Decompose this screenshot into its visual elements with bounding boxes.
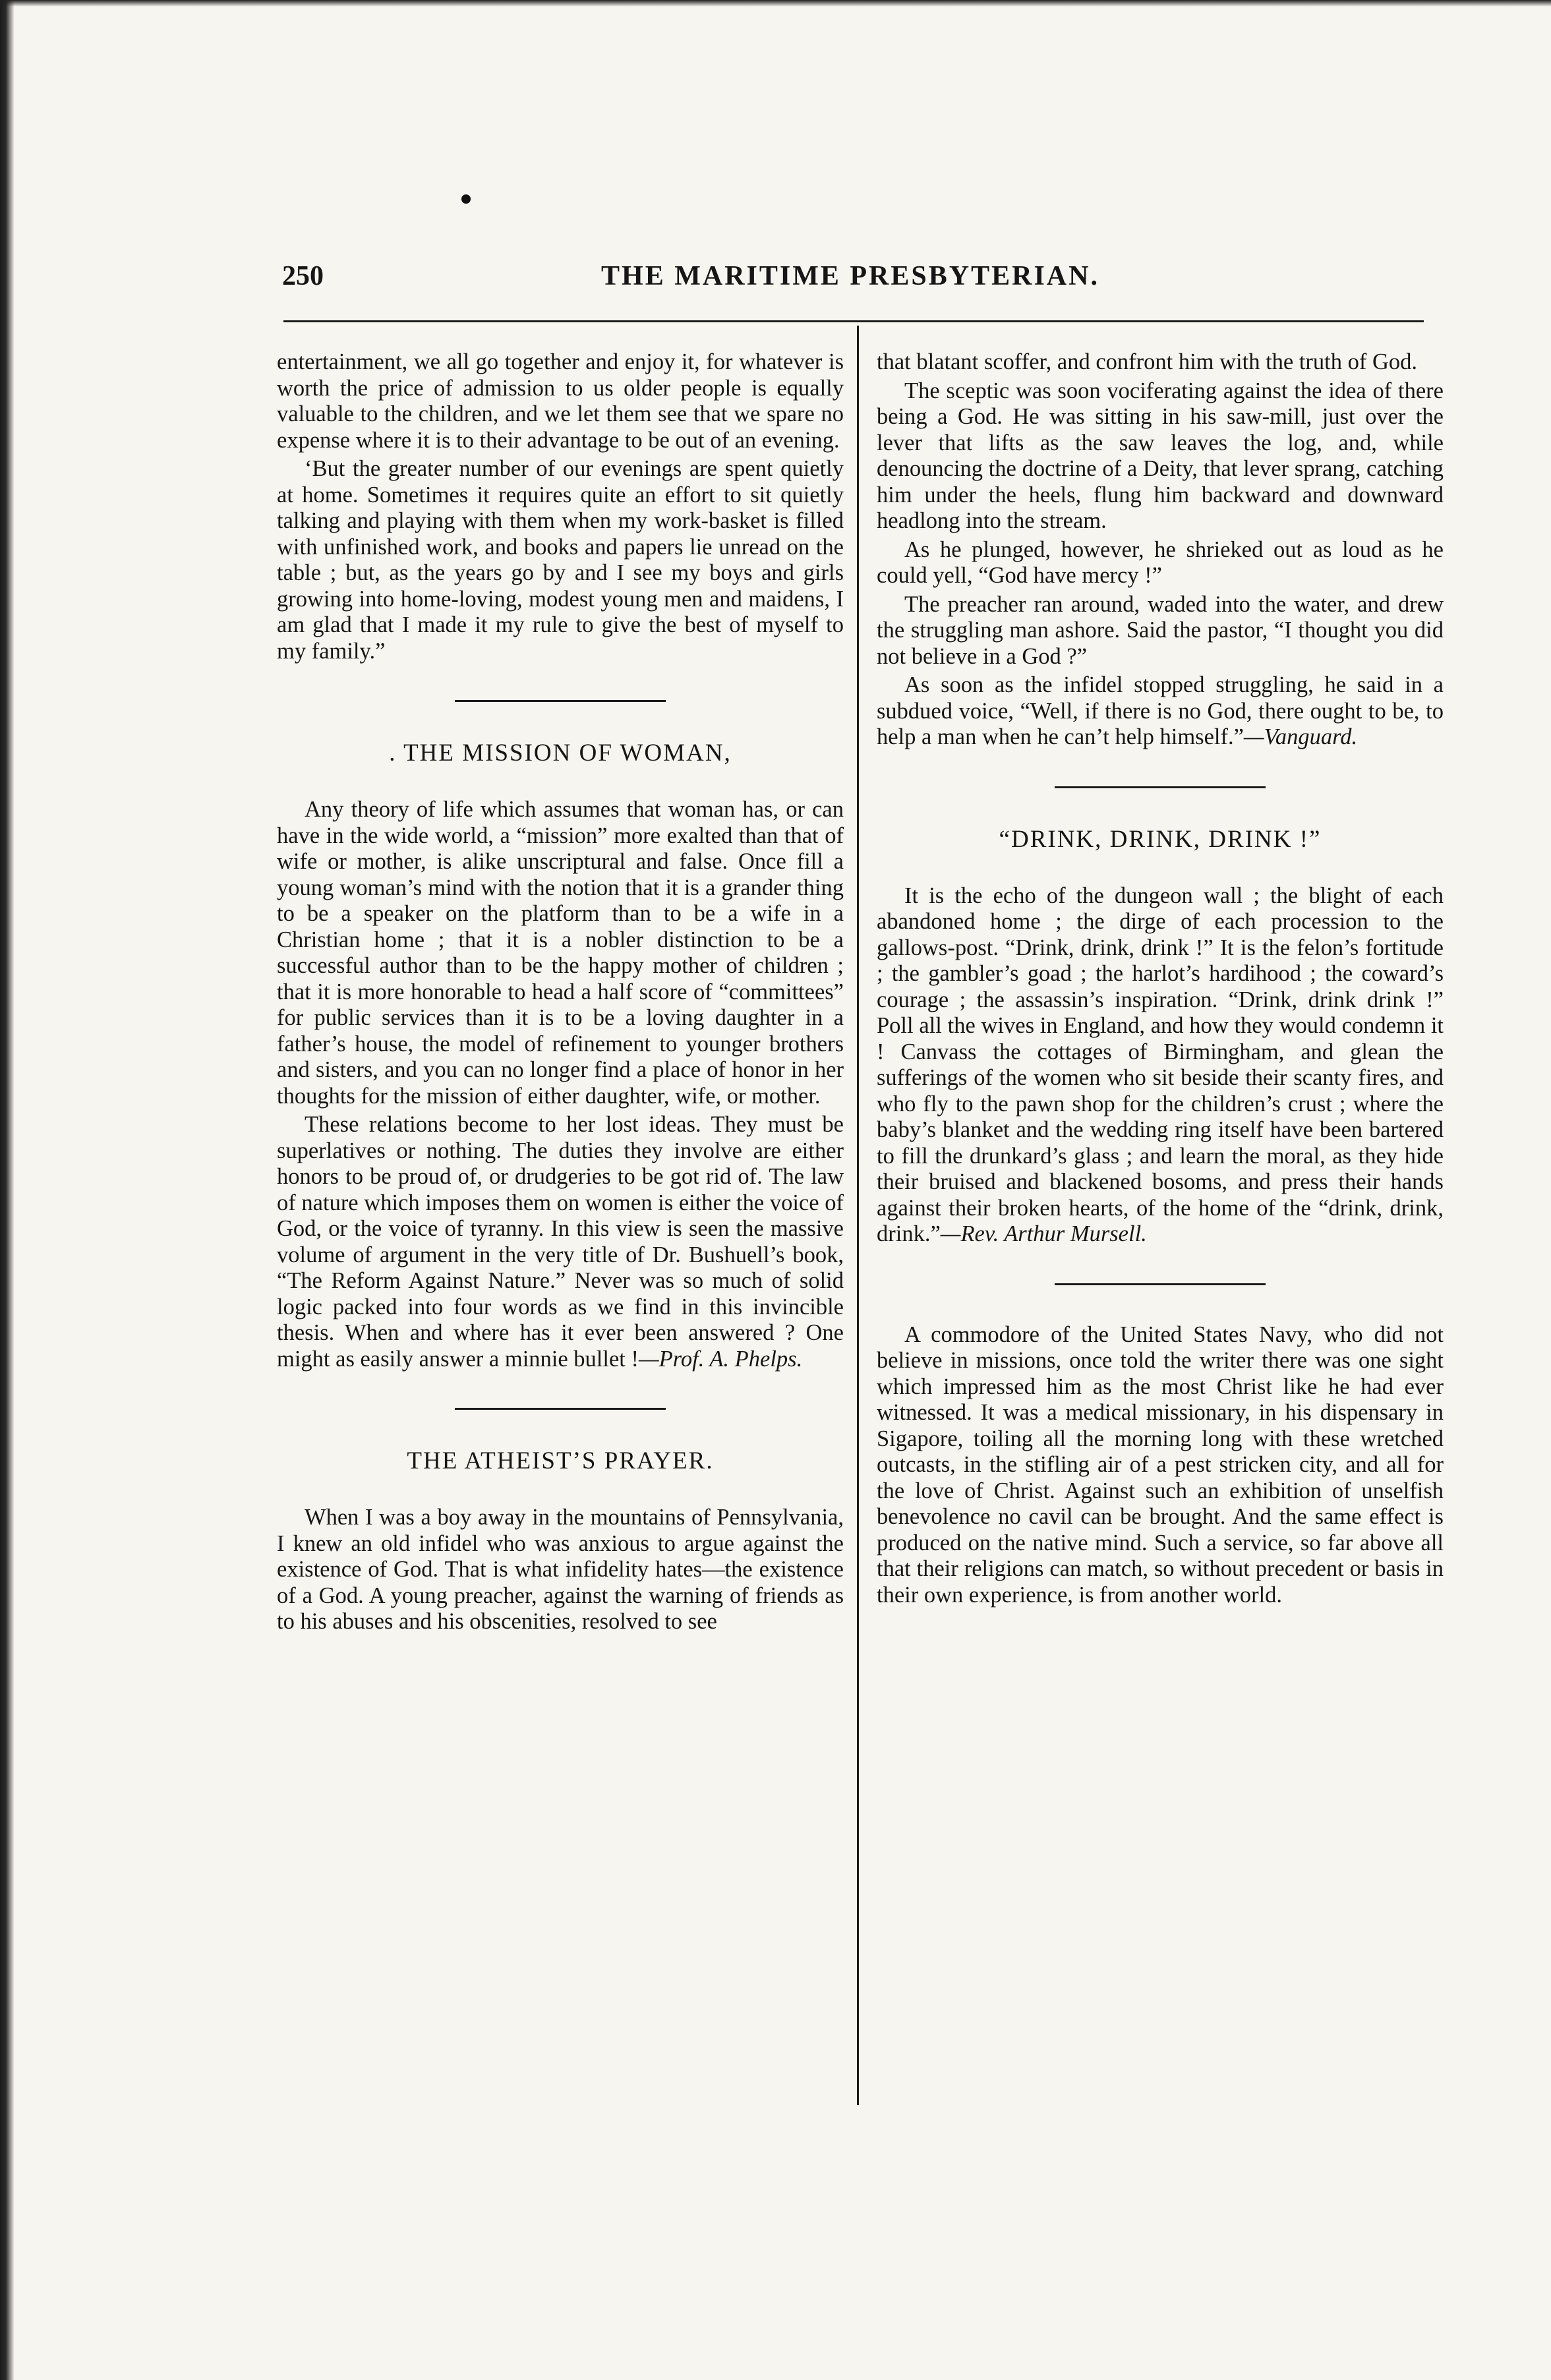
atheist-continued: As he plunged, however, he shrieked out as loud as he could yell, “God have mercy !” [877,537,1444,588]
drink-title: “DRINK, DRINK, DRINK !” [999,825,1322,853]
right-column [877,349,1444,1611]
atheist-paragraph: When I was a boy away in the mountains of Pennsylvania, I knew an old infidel who was anxious to argue against the existence of God. That is what infidelity hates—the existence of a God. A young preacher, against the warning of friends as to his abuses and his obscenities, resolved to see [277,1505,844,1634]
mission-paragraph: Any theory of life which assumes that woman has, or can have in the wide world, a “mission” more exalted than that of wife or mother, is alike unscriptural and false. Once fill a young woman’s mind with the notion that it is a grander thing to be a speaker on the platform than to be a wife in a Christian home ; that it is a nobler distinction to be a successful author than to be the happy mother of children ; that it is more honorable to head a half score of “committees” for public services than it is to be a loving daughter in a father’s house, the model of refinement to younger brothers and sisters, and you can no longer find a place of honor in her thoughts for the mission of either daughter, wife, or mother. [277,797,844,1109]
page-number: 250 [282,261,324,291]
page-header [277,260,1437,300]
drink-attribution: —Rev. Arthur Mursell. [940,1221,1147,1246]
commodore-paragraph: A commodore of the United States Navy, who did not believe in missions, once told the writer there was one sight which impressed him as the most Christ like he had ever witnessed. It was a medical missionary, in his dispensary in Sigapore, toiling all the morning long with these wretched outcasts, in the stifling air of a pest stricken city, and all for the love of Christ. Against such an exhibition of unselfish benevolence no cavil can be brought. And the same effect is produced on the native mind. Such a service, so far above all that their religions can match, so without precedent or basis in their own experience, is from another world. [877,1321,1444,1608]
atheist-continued: that blatant scoffer, and confront him with the truth of God. [877,349,1418,374]
atheist-continued: The sceptic was soon vociferating against the idea of there being a God. He was sitting in his saw-mill, just over the lever that lifts as the saw leaves the log, and, while denouncing the doctrine of a Deity, that lever sprang, catching him under the heels, flung him backward and downward headlong into the stream. [877,378,1444,533]
atheist-continued [877,672,1444,751]
atheist-title: THE ATHEIST’S PRAYER. [407,1447,714,1474]
running-title: THE MARITIME PRESBYTERIAN. [601,261,1099,291]
atheist-attribution: —Vanguard. [1243,724,1358,749]
atheist-continued-text: As soon as the infidel stopped struggling, he said in a subdued voice, “Well, if there is no God, there ought to be, to help a man when he can’t help himself.” [877,672,1444,749]
column-divider [857,326,859,2105]
mission-paragraph [277,1112,844,1372]
intro-paragraph: ‘But the greater number of our evenings are spent quietly at home. Sometimes it requires quite an effort to sit quietly talking and playing with them when my work-basket is filled with unfinished work, and books and papers lie unread on the table ; but, as the years go by and I see my boys and girls growing into home-loving, modest young men and maidens, I am glad that I made it my rule to give the best of myself to my family.” [277,456,844,664]
section-rule [455,700,666,702]
scan-edge-top [0,0,1551,7]
scan-edge-left [0,0,15,2380]
drink-paragraph [877,883,1444,1248]
drink-paragraph-text: It is the echo of the dungeon wall ; the blight of each abandoned home ; the dirge of each procession to the gallows-post. “Drink, drink, drink !” It is the felon’s fortitude ; the gambler’s goad ; the harlot’s hardihood ; the coward’s courage ; the assassin’s inspiration. “Drink, drink drink !” Poll all the wives in England, and how they would condemn it ! Canvass the cottages of Birmingham, and glean the sufferings of the women who sit beside their scanty fires, and who fly to the pawn shop for the children’s crust ; where the baby’s blanket and the wedding ring itself have been bartered to fill the drunkard’s glass ; and learn the moral, as they hide their bruised and blackened bosoms, and press their hands against their broken hearts, of the home of the “drink, drink, drink.” [877,883,1444,1246]
mission-title: . THE MISSION OF WOMAN, [389,740,732,767]
atheist-continued: The preacher ran around, waded into the water, and drew the struggling man ashore. Said the pastor, “I thought you did not believe in a God ?” [877,591,1444,669]
section-rule [455,1408,666,1410]
section-rule [1055,786,1266,788]
section-rule [1055,1283,1266,1285]
header-rule [283,320,1424,322]
left-column [277,349,844,1638]
mission-paragraph-text: These relations become to her lost ideas. They must be superlatives or nothing. The duties they involve are either honors to be proud of, or drudgeries to be got rid of. The law of nature which imposes them on women is either the voice of God, or the voice of tyranny. In this view is seen the massive volume of argument in the very title of Dr. Bushuell’s book, “The Reform Against Nature.” Never was so much of solid logic packed into four words as we find in this invincible thesis. When and where has it ever been answered ? One might as easily answer a minnie bullet ! [277,1112,844,1372]
printer-dot [461,194,471,204]
intro-paragraph: entertainment, we all go together and enjoy it, for whatever is worth the price of admission to us older people is equally valuable to the children, and we let them see that we spare no expense where it is to their advantage to be out of an evening. [277,349,844,453]
mission-attribution: —Prof. A. Phelps. [639,1346,803,1372]
